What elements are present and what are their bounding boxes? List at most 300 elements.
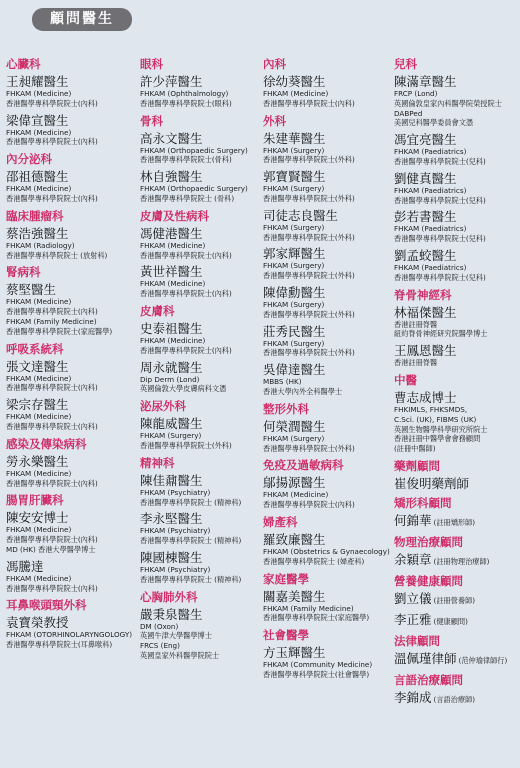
doctor-qualification: FHKAM (Community Medicine) xyxy=(263,660,373,670)
doctor-qualification: 香港醫學專科學院院士(內科) xyxy=(6,478,98,488)
doctor-name-line xyxy=(6,226,136,241)
doctor-name: 王昶耀醫生 xyxy=(6,74,69,89)
doctor-name: 陳偉勳醫生 xyxy=(263,284,326,300)
department-section xyxy=(140,58,262,109)
doctor-name-line xyxy=(6,359,136,374)
doctor-qualification: 香港醫學專科學院院士(內科) xyxy=(140,345,232,355)
doctor-name-line xyxy=(394,132,520,147)
doctor-name-line xyxy=(140,226,262,241)
doctor-qualification: FHKAM (Paediatrics) xyxy=(394,262,467,272)
department-section xyxy=(394,536,520,569)
department-section xyxy=(263,629,393,680)
doctor-entry xyxy=(394,552,520,569)
doctor-qualification: 香港醫學專科學院院士(家庭醫學) xyxy=(6,326,113,336)
doctor-qualification: FHKAM (Surgery) xyxy=(263,184,325,194)
doctor-name: 梁偉宣醫生 xyxy=(6,112,69,128)
department-heading: 臨床腫瘤科 xyxy=(6,208,64,223)
doctor-qualification: FHKAM (Medicine) xyxy=(6,89,72,98)
page-title: 顧問醫生 xyxy=(32,8,132,31)
doctor-qualification: FHKAM (Medicine) xyxy=(263,490,329,500)
doctor-qualification: Dip Derm (Lond) xyxy=(140,374,200,384)
department-heading: 家庭醫學 xyxy=(263,571,309,586)
department-section xyxy=(6,58,136,147)
doctor-name: 史泰祖醫生 xyxy=(140,320,203,336)
doctor-qualification: 香港醫學專科學院院士 (骨科) xyxy=(140,193,235,203)
doctor-qualification: FHKAM (Medicine) xyxy=(6,412,72,422)
doctor-entry xyxy=(394,132,520,167)
doctor-entry xyxy=(394,248,520,283)
doctor-qualification: 美國兒科醫學委員會文憑 xyxy=(394,118,474,128)
doctor-qualification: FHKAM (Family Medicine) xyxy=(263,603,354,613)
department-section xyxy=(263,459,393,510)
department-heading: 外科 xyxy=(263,113,286,128)
doctor-name: 馮宜亮醫生 xyxy=(394,132,457,148)
doctor-name: 余穎章 xyxy=(394,551,432,567)
doctor-entry xyxy=(263,475,393,510)
doctor-name: 李正雅 xyxy=(394,611,432,627)
department-heading: 矯形科顧問 xyxy=(394,495,452,510)
department-heading: 泌尿外科 xyxy=(140,399,186,414)
doctor-qualification: 香港醫學專科學院院士(內科) xyxy=(6,421,98,431)
doctor-qualification: 香港醫學專科學院院士(內科) xyxy=(6,307,98,317)
doctor-qualification: 香港大學內外全科醫學士 xyxy=(263,386,343,396)
doctor-qualification: 香港醫學專科學院院士(內科) xyxy=(6,535,98,545)
doctor-name-line xyxy=(263,74,393,89)
doctor-name-line xyxy=(394,612,520,629)
doctor-name: 吳偉達醫生 xyxy=(263,362,326,378)
doctor-name: 王鳳恩醫生 xyxy=(394,343,457,359)
doctor-name-line xyxy=(394,651,520,668)
doctor-name-line xyxy=(6,397,136,412)
doctor-qualification: FHKAM (Medicine) xyxy=(6,525,72,535)
department-heading: 兒科 xyxy=(394,57,417,71)
doctor-entry xyxy=(263,589,393,624)
doctor-qualification: 香港醫學專科學院院士(外科) xyxy=(263,443,355,453)
department-section xyxy=(394,460,520,491)
doctor-qualification: 香港醫學專科學院院士(內科) xyxy=(6,193,98,203)
department-section xyxy=(263,403,393,454)
department-heading: 心胸肺外科 xyxy=(140,589,198,604)
doctor-name-line xyxy=(6,559,136,574)
doctor-name: 高永文醫生 xyxy=(140,130,203,146)
doctor-qualification: 英國倫敦皇家內科醫學院榮授院士 xyxy=(394,98,502,108)
doctor-qualification: 香港醫學專科學院院士(耳鼻喉科) xyxy=(6,640,113,650)
doctor-qualification: FRCP (Lond) xyxy=(394,89,438,98)
doctor-qualification: 香港醫學專科學院院士(外科) xyxy=(140,440,232,450)
doctor-name: 鄔揚源醫生 xyxy=(263,475,326,491)
department-section xyxy=(140,210,262,299)
doctor-name-line xyxy=(263,589,393,604)
doctor-qualification: FRCS (Eng) xyxy=(140,641,180,651)
doctor-name-line xyxy=(394,248,520,263)
doctor-name: 馮騰達 xyxy=(6,558,44,574)
doctor-qualification: FHKAM (Family Medicine) xyxy=(6,316,97,326)
doctor-name-line xyxy=(263,645,393,660)
doctor-name-line xyxy=(263,169,393,184)
department-heading: 眼科 xyxy=(140,57,163,71)
doctor-qualification: FHKAM (Psychiatry) xyxy=(140,487,211,497)
doctor-entry xyxy=(263,208,393,243)
doctor-name: 曹志成博士 xyxy=(394,389,457,405)
doctor-role: (註冊矯形師) xyxy=(433,517,476,527)
doctor-name-line xyxy=(263,131,393,146)
department-heading: 社會醫學 xyxy=(263,628,309,643)
doctor-qualification: 香港醫學專科學院院士(內科) xyxy=(140,250,232,260)
doctor-entry xyxy=(263,645,393,680)
doctor-name-line xyxy=(394,209,520,224)
doctor-entry xyxy=(394,476,520,491)
doctor-qualification: 英國皇家外科醫學院院士 xyxy=(140,650,220,660)
doctor-name: 司徒志良醫生 xyxy=(263,207,339,223)
department-heading: 內科 xyxy=(263,57,286,71)
department-section xyxy=(140,305,262,394)
doctor-name-line xyxy=(140,607,262,622)
department-section xyxy=(394,497,520,530)
doctor-qualification: FHKAM (Medicine) xyxy=(6,127,72,137)
department-heading: 皮膚及性病科 xyxy=(140,208,209,223)
doctor-entry xyxy=(140,607,262,661)
doctor-entry xyxy=(140,550,262,585)
doctor-entry xyxy=(6,74,136,109)
doctor-name: 馮健港醫生 xyxy=(140,225,203,241)
doctor-qualification: 香港註冊脊醫 xyxy=(394,358,438,368)
doctor-qualification: 香港醫學專科學院院士(兒科) xyxy=(394,234,486,244)
doctor-role: (范仲瑜律師行) xyxy=(458,655,508,665)
doctor-name-line xyxy=(263,532,393,547)
doctor-name-line xyxy=(6,74,136,89)
doctor-entry xyxy=(263,74,393,109)
doctor-role: (註冊營養師) xyxy=(433,595,476,605)
department-section xyxy=(394,58,520,283)
doctor-name-line xyxy=(394,171,520,186)
doctor-name: 許少萍醫生 xyxy=(140,74,203,89)
doctor-name: 邵祖德醫生 xyxy=(6,169,69,185)
doctor-name-line xyxy=(140,416,262,431)
doctor-name-line xyxy=(394,343,520,358)
doctor-qualification: 香港醫學專科學院院士(社會醫學) xyxy=(263,669,370,679)
doctor-qualification: 香港醫學專科學院院士(外科) xyxy=(263,271,355,281)
doctor-qualification: 香港醫學專科學院院士(外科) xyxy=(263,309,355,319)
doctor-qualification: 香港醫學專科學院院士(兒科) xyxy=(394,156,486,166)
department-heading: 腸胃肝臟科 xyxy=(6,493,64,508)
department-heading: 脊骨神經科 xyxy=(394,287,452,302)
doctor-entry xyxy=(140,416,262,451)
doctor-role: (健康顧問) xyxy=(433,616,468,626)
doctor-entry xyxy=(140,473,262,508)
doctor-qualification: 香港醫學專科學院院士 (放射科) xyxy=(6,250,108,260)
column-4 xyxy=(394,58,520,713)
department-heading: 骨科 xyxy=(140,113,163,128)
doctor-name-line xyxy=(394,552,520,569)
doctor-qualification: 香港醫學專科學院院士 (婦產科) xyxy=(263,556,365,566)
doctor-name: 郭寶賢醫生 xyxy=(263,169,326,185)
doctor-entry xyxy=(6,559,136,594)
doctor-entry xyxy=(263,169,393,204)
department-heading: 藥劑顧問 xyxy=(394,458,440,473)
doctor-qualification: 英國生物醫學科學研究所院士 xyxy=(394,424,488,434)
doctor-qualification: DM (Oxon) xyxy=(140,621,179,631)
doctor-name-line xyxy=(263,475,393,490)
doctor-name: 李永堅醫生 xyxy=(140,511,203,527)
doctor-name: 黃世祥醫生 xyxy=(140,264,203,280)
doctor-name-line xyxy=(394,690,520,707)
doctor-name-line xyxy=(6,510,136,525)
department-heading: 耳鼻喉頭頸外科 xyxy=(6,598,87,613)
doctor-name-line xyxy=(6,282,136,297)
doctor-name-line xyxy=(6,454,136,469)
doctor-name: 嚴秉泉醫生 xyxy=(140,606,203,622)
doctor-name-line xyxy=(6,615,136,630)
doctor-qualification: FHKAM (Medicine) xyxy=(6,373,72,383)
doctor-name-line xyxy=(263,285,393,300)
doctor-qualification: 香港醫學專科學院院士(內科) xyxy=(6,98,98,108)
doctor-entry xyxy=(263,285,393,320)
department-heading: 呼吸系統科 xyxy=(6,341,64,356)
doctor-qualification: 香港醫學專科學院院士(兒科) xyxy=(394,272,486,282)
doctor-entry xyxy=(6,510,136,554)
doctor-name-line xyxy=(140,550,262,565)
doctor-name: 李錦成 xyxy=(394,689,432,705)
doctor-entry xyxy=(263,246,393,281)
doctor-entry xyxy=(394,343,520,368)
doctor-entry xyxy=(394,513,520,530)
doctor-name: 陳佳鼐醫生 xyxy=(140,472,203,488)
doctor-role: (註冊物理治療師) xyxy=(433,556,490,566)
doctor-qualification: 香港醫學專科學院院士(內科) xyxy=(263,500,355,510)
doctor-name: 劉健真醫生 xyxy=(394,170,457,186)
department-heading: 免疫及過敏病科 xyxy=(263,458,344,473)
doctor-entry xyxy=(263,419,393,454)
department-section xyxy=(6,153,136,204)
department-section xyxy=(394,374,520,454)
doctor-qualification: FHKAM (Medicine) xyxy=(6,468,72,478)
department-section xyxy=(263,573,393,624)
doctor-name-line xyxy=(140,264,262,279)
doctor-qualification: FHKAM (Medicine) xyxy=(263,89,329,98)
doctor-qualification: 香港醫學專科學院院士(內科) xyxy=(263,98,355,108)
doctor-name-line xyxy=(394,591,520,608)
doctor-name-line xyxy=(394,305,520,320)
doctor-qualification: 香港醫學專科學院院士(內科) xyxy=(6,583,98,593)
doctor-entry xyxy=(140,226,262,261)
doctor-entry xyxy=(263,362,393,397)
department-section xyxy=(6,599,136,650)
doctor-name-line xyxy=(263,362,393,377)
doctor-qualification: FHKAM (Surgery) xyxy=(263,222,325,232)
doctor-entry xyxy=(394,171,520,206)
department-heading: 腎病科 xyxy=(6,265,41,280)
doctor-name: 溫佩瑾律師 xyxy=(394,650,457,666)
doctor-entry xyxy=(6,282,136,336)
doctor-qualification: FHKAM (Obstetrics & Gynaecology) xyxy=(263,546,390,556)
doctor-name: 陳安安博士 xyxy=(6,510,69,526)
doctor-name: 劉孟蛟醫生 xyxy=(394,247,457,263)
doctor-entry xyxy=(394,591,520,608)
doctor-qualification: FHKAM (OTORHINOLARYNGOLOGY) xyxy=(6,630,133,640)
department-section xyxy=(140,591,262,661)
doctor-name: 關嘉美醫生 xyxy=(263,588,326,604)
doctor-qualification: 香港醫學專科學院院士 (精神科) xyxy=(140,497,242,507)
doctor-qualification: FHKAM (Medicine) xyxy=(6,573,72,583)
doctor-role: (言語治療師) xyxy=(433,694,476,704)
doctor-name: 郭家輝醫生 xyxy=(263,246,326,262)
doctor-qualification: 香港醫學專科學院院士(內科) xyxy=(6,137,98,147)
doctor-qualification: 英國牛津大學醫學博士 xyxy=(140,631,212,641)
department-section xyxy=(140,400,262,451)
doctor-name-line xyxy=(6,113,136,128)
doctor-qualification: FHKAM (Orthopaedic Surgery) xyxy=(140,184,248,194)
doctor-entry xyxy=(394,209,520,244)
doctor-entry xyxy=(394,390,520,454)
doctor-qualification: MBBS (HK) xyxy=(263,377,302,387)
doctor-entry xyxy=(394,651,520,668)
doctor-qualification: FHKAM (Radiology) xyxy=(6,240,75,250)
doctor-qualification: 香港註冊脊醫 xyxy=(394,319,438,329)
department-heading: 內分泌科 xyxy=(6,152,52,167)
doctor-name-line xyxy=(6,169,136,184)
doctor-entry xyxy=(394,74,520,128)
doctor-name-line xyxy=(140,131,262,146)
doctor-name: 莊秀民醫生 xyxy=(263,323,326,339)
doctor-qualification: FHKAM (Medicine) xyxy=(140,279,206,289)
doctor-qualification: 香港醫學專科學院院士(骨科) xyxy=(140,155,232,165)
doctor-qualification: FHKAM (Surgery) xyxy=(263,433,325,443)
doctor-qualification: FHKAM (Surgery) xyxy=(263,299,325,309)
department-heading: 皮膚科 xyxy=(140,303,175,318)
doctor-qualification: 香港醫學專科學院院士(內科) xyxy=(140,289,232,299)
doctor-entry xyxy=(263,131,393,166)
doctor-entry xyxy=(394,612,520,629)
doctor-name: 彭若書醫生 xyxy=(394,209,457,225)
department-heading: 言語治療顧問 xyxy=(394,672,463,687)
department-heading: 營養健康顧問 xyxy=(394,573,463,588)
doctor-name: 周永就醫生 xyxy=(140,359,203,375)
doctor-qualification: MD (HK) 香港大學醫學博士 xyxy=(6,544,96,554)
doctor-qualification: FHKAM (Paediatrics) xyxy=(394,185,467,195)
doctor-name-line xyxy=(140,321,262,336)
doctor-name: 蔡浩強醫生 xyxy=(6,225,69,241)
department-section xyxy=(6,438,136,489)
doctor-qualification: 香港醫學專科學院院士(兒科) xyxy=(394,195,486,205)
doctor-name-line xyxy=(140,169,262,184)
department-section xyxy=(6,494,136,593)
doctor-qualification: FHKAM (Surgery) xyxy=(263,145,325,155)
doctor-name-line xyxy=(394,476,520,491)
department-heading: 精神科 xyxy=(140,455,175,470)
column-2 xyxy=(140,58,262,667)
doctor-name-line xyxy=(140,511,262,526)
doctor-entry xyxy=(140,169,262,204)
doctor-name: 崔俊明藥劑師 xyxy=(394,475,470,491)
department-section xyxy=(140,457,262,585)
column-1 xyxy=(6,58,136,656)
doctor-entry xyxy=(6,397,136,432)
doctor-entry xyxy=(6,359,136,394)
doctor-entry xyxy=(140,360,262,395)
department-heading: 整形外科 xyxy=(263,401,309,416)
doctor-qualification: FHKAM (Surgery) xyxy=(263,261,325,271)
doctor-name-line xyxy=(140,360,262,375)
department-section xyxy=(263,115,393,397)
doctor-qualification: FHKAM (Medicine) xyxy=(140,335,206,345)
department-heading: 婦產科 xyxy=(263,514,298,529)
doctor-name: 袁寶榮教授 xyxy=(6,615,69,631)
department-heading: 物理治療顧問 xyxy=(394,534,463,549)
doctor-qualification: FHKAM (Ophthalmology) xyxy=(140,89,229,98)
doctor-name-line xyxy=(140,473,262,488)
doctor-qualification: 香港醫學專科學院院士 (精神科) xyxy=(140,536,242,546)
doctor-qualification: FHKAM (Psychiatry) xyxy=(140,564,211,574)
doctor-qualification: DABPed xyxy=(394,108,423,118)
doctor-name-line xyxy=(263,246,393,261)
doctor-qualification: 香港醫學專科學院院士(眼科) xyxy=(140,98,232,108)
doctor-entry xyxy=(394,690,520,707)
doctor-name: 蔡堅醫生 xyxy=(6,282,57,298)
doctor-name: 方玉輝醫生 xyxy=(263,645,326,661)
department-section xyxy=(263,58,393,109)
department-heading: 中醫 xyxy=(394,372,417,387)
doctor-qualification: 香港註冊中醫學會會務顧問 xyxy=(394,434,481,444)
doctor-name: 張文達醫生 xyxy=(6,358,69,374)
column-3 xyxy=(263,58,393,686)
doctor-entry xyxy=(6,226,136,261)
doctor-qualification: FHKAM (Surgery) xyxy=(263,338,325,348)
doctor-name: 朱建華醫生 xyxy=(263,130,326,146)
doctor-entry xyxy=(263,324,393,359)
doctor-name: 徐幼葵醫生 xyxy=(263,74,326,89)
department-heading: 感染及傳染病科 xyxy=(6,436,87,451)
department-section xyxy=(263,516,393,567)
doctor-name-line xyxy=(394,513,520,530)
doctor-qualification: FHKAM (Paediatrics) xyxy=(394,147,467,157)
department-heading: 法律顧問 xyxy=(394,633,440,648)
doctor-qualification: FHKAM (Paediatrics) xyxy=(394,224,467,234)
doctor-entry xyxy=(6,454,136,489)
department-section xyxy=(140,115,262,204)
doctor-qualification: 英國倫敦大學皮膚病科文憑 xyxy=(140,384,227,394)
doctor-name: 陳龍威醫生 xyxy=(140,416,203,432)
doctor-entry xyxy=(140,74,262,109)
doctor-qualification: (註冊中醫師) xyxy=(394,444,436,454)
doctor-entry xyxy=(140,511,262,546)
doctor-qualification: FHKAM (Orthopaedic Surgery) xyxy=(140,145,248,155)
doctor-qualification: 香港醫學專科學院院士(外科) xyxy=(263,155,355,165)
doctor-entry xyxy=(140,321,262,356)
department-section xyxy=(394,289,520,368)
doctor-qualification: 香港醫學專科學院院士(家庭醫學) xyxy=(263,613,370,623)
doctor-qualification: FHKAM (Surgery) xyxy=(140,431,202,441)
doctor-name: 羅致廉醫生 xyxy=(263,531,326,547)
doctor-name: 林福傑醫生 xyxy=(394,304,457,320)
department-section xyxy=(394,575,520,629)
doctor-name: 陳滿章醫生 xyxy=(394,74,457,89)
doctor-entry xyxy=(263,532,393,567)
doctor-qualification: FHKIMLS, FHKSMDS, xyxy=(394,404,468,414)
doctor-name: 劉立儀 xyxy=(394,590,432,606)
doctor-qualification: 香港醫學專科學院院士(外科) xyxy=(263,348,355,358)
doctor-name-line xyxy=(394,74,520,89)
doctor-entry xyxy=(140,264,262,299)
doctor-entry xyxy=(6,113,136,148)
doctor-qualification: 香港醫學專科學院院士 (精神科) xyxy=(140,574,242,584)
doctor-name: 林自強醫生 xyxy=(140,169,203,185)
doctor-name: 梁宗存醫生 xyxy=(6,397,69,413)
doctor-name: 陳國棟醫生 xyxy=(140,549,203,565)
department-section xyxy=(394,635,520,668)
doctor-name: 勞永樂醫生 xyxy=(6,453,69,469)
department-section xyxy=(394,674,520,707)
doctor-qualification: FHKAM (Medicine) xyxy=(6,184,72,194)
